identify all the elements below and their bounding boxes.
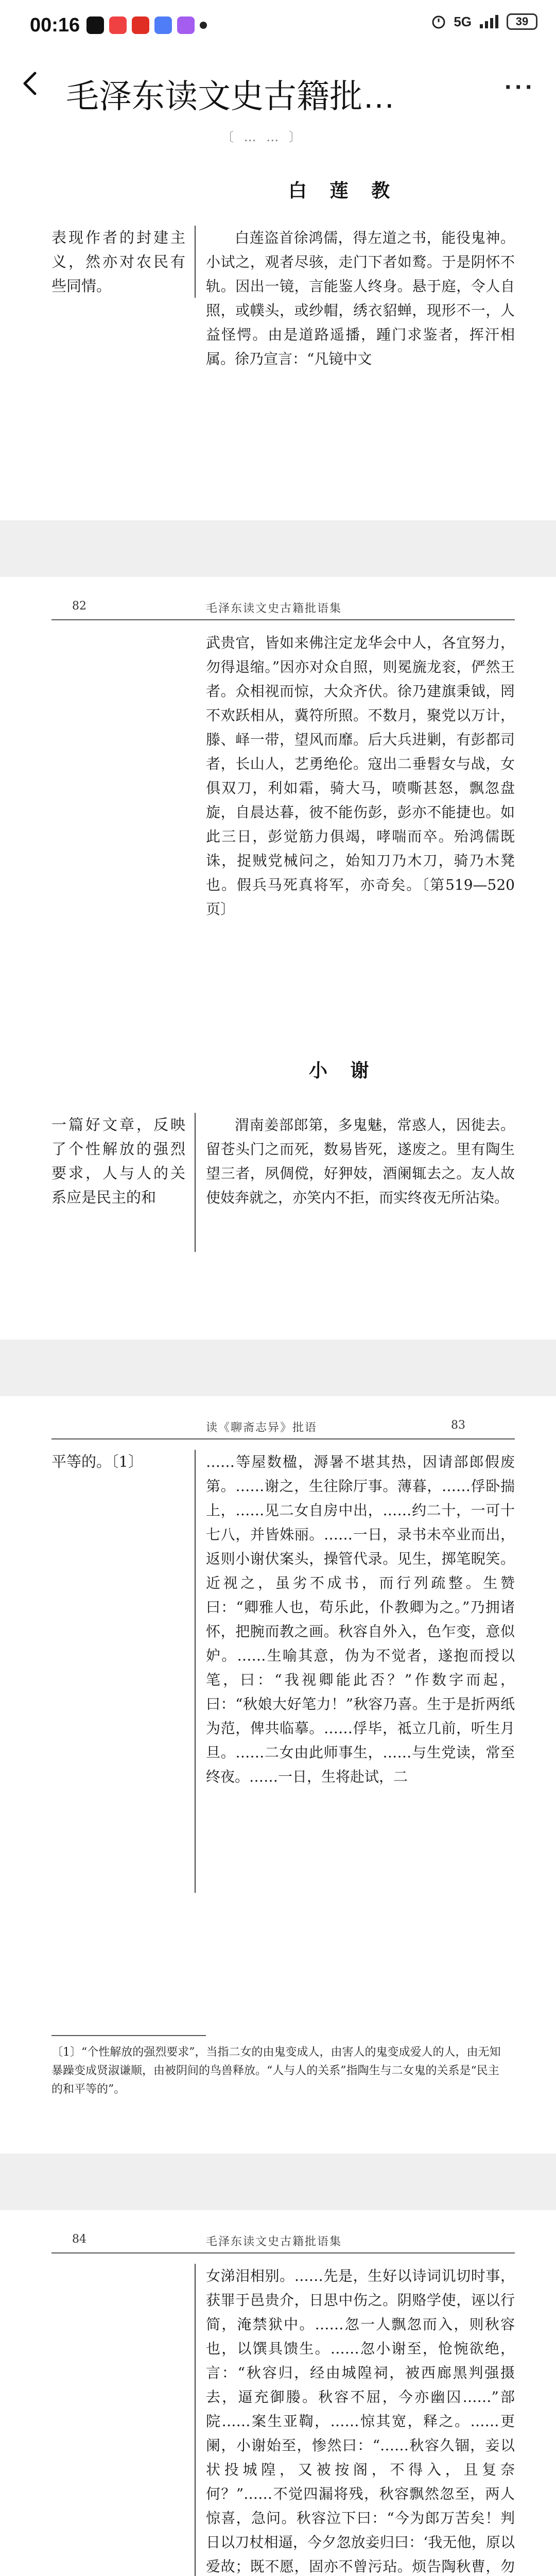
battery-icon — [507, 13, 537, 30]
back-button[interactable] — [15, 68, 46, 99]
signal-icon — [479, 14, 499, 29]
running-head: 毛泽东读文史古籍批语集 — [206, 2235, 342, 2248]
margin-note: 平等的。〔1〕 — [51, 1450, 196, 1893]
page-separator — [0, 2154, 556, 2210]
paragraph: 武贵官，皆如来佛注定龙华会中人，各宜努力，勿得退缩。”因亦对众自照，则冕旒龙衮，俨然王者。众相视而惊，大众齐伏。徐乃建旗秉钺，罔不欢跃相从，冀符所照。不数月，聚党以万计，滕、峄一带，望风而靡。后大兵进剿，有彭都司者，长山人，艺勇绝伦。寇出二垂髫女与战，女俱双刀，利如霜，骑大马，喷嘶甚怒，飘忽盘旋，自晨达暮，彼不能伤彭，彭亦不能捷也。如此三日，彭觉筋力俱竭，哮喘而卒。殆鸿儒既诛，捉贼党械问之，始知刀乃木刀，骑乃木凳也。假兵马死真将军，亦奇矣。〔第519—520页〕 — [206, 634, 515, 918]
more-notifications-dot-icon — [200, 22, 207, 29]
page-separator — [0, 520, 556, 577]
page-text — [206, 631, 515, 921]
page-title: 毛泽东读文史古籍批… — [66, 78, 395, 115]
margin-note: 表现作者的封建主义，然亦对农民有些同情。 — [51, 226, 196, 298]
footnote: 〔1〕“个性解放的强烈要求”，当指二女的由鬼变成人，由害人的鬼变成爱人的人，由无知暴躁变成贤淑谦顺，由被阴间的鸟兽释放。“人与人的关系”指陶生与二女鬼的关系是“民主的和平等的”。 — [51, 2046, 501, 2096]
douyin-app-icon — [86, 16, 104, 34]
page-number: 83 — [451, 1419, 465, 1432]
toutiao-app-icon — [109, 16, 127, 34]
pinduoduo-app-icon — [132, 16, 149, 34]
header-rule — [51, 619, 515, 620]
header-rule — [51, 2252, 515, 2253]
book-page-84 — [0, 2210, 556, 2576]
page-text — [206, 1113, 515, 1210]
book-page-81 — [0, 123, 556, 520]
page-number: 82 — [72, 600, 86, 613]
page-text — [206, 1450, 515, 1789]
status-right — [431, 13, 537, 30]
page-separator — [0, 1340, 556, 1396]
paragraph: ……等屋数楹，溽暑不堪其热，因请部郎假废第。……谢之，生往除厅事。薄暮，……俘卧揣上，……见二女自房中出，……约二十，一可十七八，并皆姝丽。……一日，录书未卒业而出，返则小谢伏案头，操管代录。见生，掷笔睨笑。近视之，虽劣不成书，而行列疏整。生赞曰：“卿雅人也，苟乐此，仆教卿为之。”乃拥诸怀，把腕而教之画。秋容自外入，色乍变，意似妒。……生喻其意，伪为不觉者，遂抱而授以笔，曰：“我视卿能此否？”作数字而起，曰：“秋娘大好笔力！”秋容乃喜。生于是折两纸为范，俾共临摹。……俘毕，祗立几前，听生月旦。……二女由此师事生，……与生党读，常至终夜。……一日，生将赴试，二 — [206, 1453, 515, 1785]
notification-icons — [86, 16, 207, 34]
paragraph: 渭南姜部郎第，多鬼魅，常惑人，因徙去。留苍头门之而死，数易皆死，遂废之。里有陶生望三者，夙倜傥，好狎妓，酒阑辄去之。友人故使妓奔就之，亦笑内不拒，而实终夜无所沾染。 — [206, 1116, 515, 1206]
page-text — [206, 226, 515, 371]
margin-note: 一篇好文章，反映了个性解放的强烈要求，人与人的关系应是民主的和 — [51, 1113, 196, 1252]
book-page-83 — [0, 1396, 556, 2154]
video-app-icon — [177, 16, 195, 34]
running-head: 毛泽东读文史古籍批语集 — [206, 602, 342, 615]
section-title-xiaoxie: 小 谢 — [309, 1060, 377, 1081]
more-options-button[interactable]: ··· — [505, 74, 535, 101]
network-type: 5G — [454, 13, 472, 29]
title-bar — [0, 47, 556, 123]
status-time: 00:16 — [30, 14, 80, 36]
book-page-82 — [0, 577, 556, 1340]
alarm-icon — [431, 14, 446, 29]
page-cut-top: 〔 … … 〕 — [221, 130, 304, 144]
page-number: 84 — [72, 2233, 86, 2246]
footnote-rule — [51, 2035, 206, 2036]
running-head: 读《聊斋志异》批语 — [206, 1421, 318, 1434]
status-bar — [0, 0, 556, 47]
chat-app-icon — [154, 16, 172, 34]
paragraph: 白莲盗首徐鸿儒，得左道之书，能役鬼神。小试之，观者尽骇，走门下者如鹜。于是阴怀不轨。因出一镜，言能鉴人终身。悬于庭，令人自照，或幞头，或纱帽，绣衣貂蝉，现形不一，人益怪愕。由是道路遥播，踵门求鉴者，挥汗相属。徐乃宣言：“凡镜中文 — [206, 229, 515, 367]
header-rule — [51, 1438, 515, 1439]
battery-level: 39 — [515, 15, 529, 28]
paragraph: 女涕泪相别。……先是，生好以诗词讥切时事，获罪于邑贵介，日思中伤之。阴赂学使，诬以行简，淹禁狱中。……忽一人飘忽而入，则秋容也，以馔具馈生。……忽小谢至，怆惋欲绝，言：“秋容归，经由城隍祠，被西廊黑判强摄去，逼充御媵。秋容不屈，今亦幽囚……”部院……案生亚鞫，……惊其宽，释之。……更阑，小谢始至，惨然曰：“……秋容久锢，妾以状投城隍，又被按阁，不得入，且复奈何？”……不觉四漏将残，秋容飘然忽至，两人惊喜，急问。秋容泣下曰：“今为郎万苦矣！判日以刀杖相逼，今夕忽放妾归曰：‘我无他，原以爱故；既不愿，固亦不曾污玷。烦告陶秋曹，勿 — [206, 2267, 515, 2575]
section-title-bailianjiao: 白 莲 教 — [288, 180, 398, 201]
page-text — [206, 2264, 515, 2576]
chevron-left-icon — [15, 68, 46, 99]
margin-divider — [51, 2264, 196, 2576]
